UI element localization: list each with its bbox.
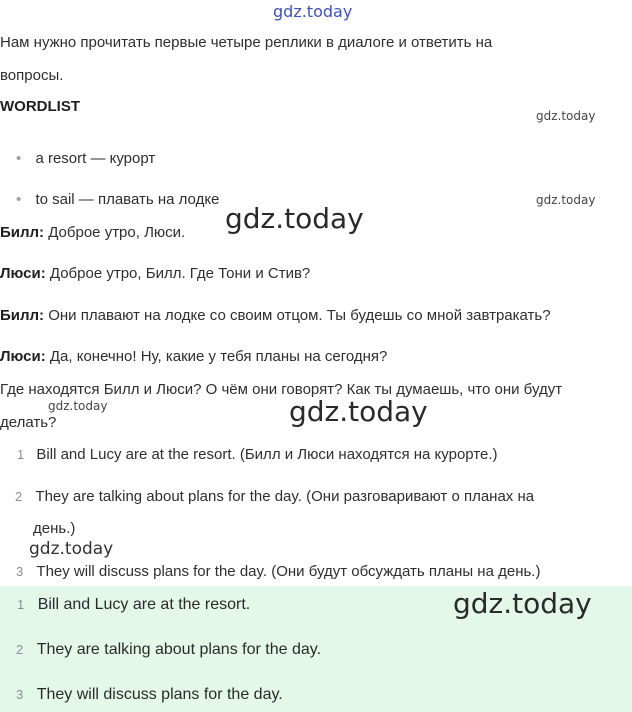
watermark: gdz.today	[289, 395, 428, 428]
watermark: gdz.today	[536, 109, 596, 123]
intro-line: Нам нужно прочитать первые четыре реплики в диалоге и ответить на	[0, 34, 493, 51]
final-answer-item	[16, 640, 321, 660]
wordlist-heading: WORDLIST	[0, 98, 80, 115]
answer-text: They are talking about plans for the day. (Они разговаривают о планах на	[35, 488, 535, 505]
question-line: Где находятся Билл и Люси? О чём они говорят? Как ты думаешь, что они будут	[0, 381, 563, 398]
answer-item	[17, 445, 498, 465]
watermark: gdz.today	[225, 202, 364, 235]
answer-number: 1	[17, 447, 25, 462]
answer-number: 2	[15, 489, 23, 504]
watermark: gdz.today	[48, 399, 108, 413]
dialogue-line	[0, 223, 185, 243]
final-answer-item	[16, 685, 283, 705]
dialogue-text: Они плавают на лодке со своим отцом. Ты будешь со мной завтракать?	[48, 307, 551, 324]
wordlist-item-text: to sail — плавать на лодке	[35, 191, 220, 208]
answer-number: 2	[16, 642, 24, 657]
wordlist-item	[16, 149, 155, 169]
wordlist-item-text: a resort — курорт	[35, 150, 156, 167]
answer-text: Bill and Lucy are at the resort. (Билл и Люси находятся на курорте.)	[36, 446, 498, 463]
answer-item	[16, 562, 540, 582]
bullet-icon: •	[16, 191, 22, 208]
speaker: Люси:	[0, 348, 46, 365]
dialogue-text: Да, конечно! Ну, какие у тебя планы на сегодня?	[49, 348, 388, 365]
dialogue-line	[0, 306, 551, 326]
dialogue-text: Доброе утро, Билл. Где Тони и Стив?	[49, 265, 311, 282]
answer-number: 3	[16, 564, 24, 579]
dialogue-text: Доброе утро, Люси.	[48, 224, 186, 241]
speaker: Билл:	[0, 307, 45, 324]
answer-item	[15, 487, 534, 507]
answer-number: 1	[17, 597, 25, 612]
intro-line: вопросы.	[0, 67, 64, 84]
final-answer-item	[17, 595, 250, 615]
final-answer-text: They will discuss plans for the day.	[36, 686, 283, 703]
final-answer-text: They are talking about plans for the day.	[36, 641, 322, 658]
answer-text-continued: день.)	[33, 520, 76, 537]
watermark: gdz.today	[536, 193, 596, 207]
answer-text: They will discuss plans for the day. (Они будут обсуждать планы на день.)	[36, 563, 541, 580]
watermark: gdz.today	[273, 2, 353, 21]
answer-number: 3	[16, 687, 24, 702]
final-answer-text: Bill and Lucy are at the resort.	[37, 596, 251, 613]
watermark: gdz.today	[453, 587, 592, 620]
speaker: Люси:	[0, 265, 46, 282]
dialogue-line	[0, 347, 387, 367]
wordlist-item	[16, 190, 219, 210]
question-line: делать?	[0, 414, 57, 431]
speaker: Билл:	[0, 224, 45, 241]
bullet-icon: •	[16, 150, 22, 167]
dialogue-line	[0, 264, 310, 284]
watermark: gdz.today	[29, 539, 114, 559]
